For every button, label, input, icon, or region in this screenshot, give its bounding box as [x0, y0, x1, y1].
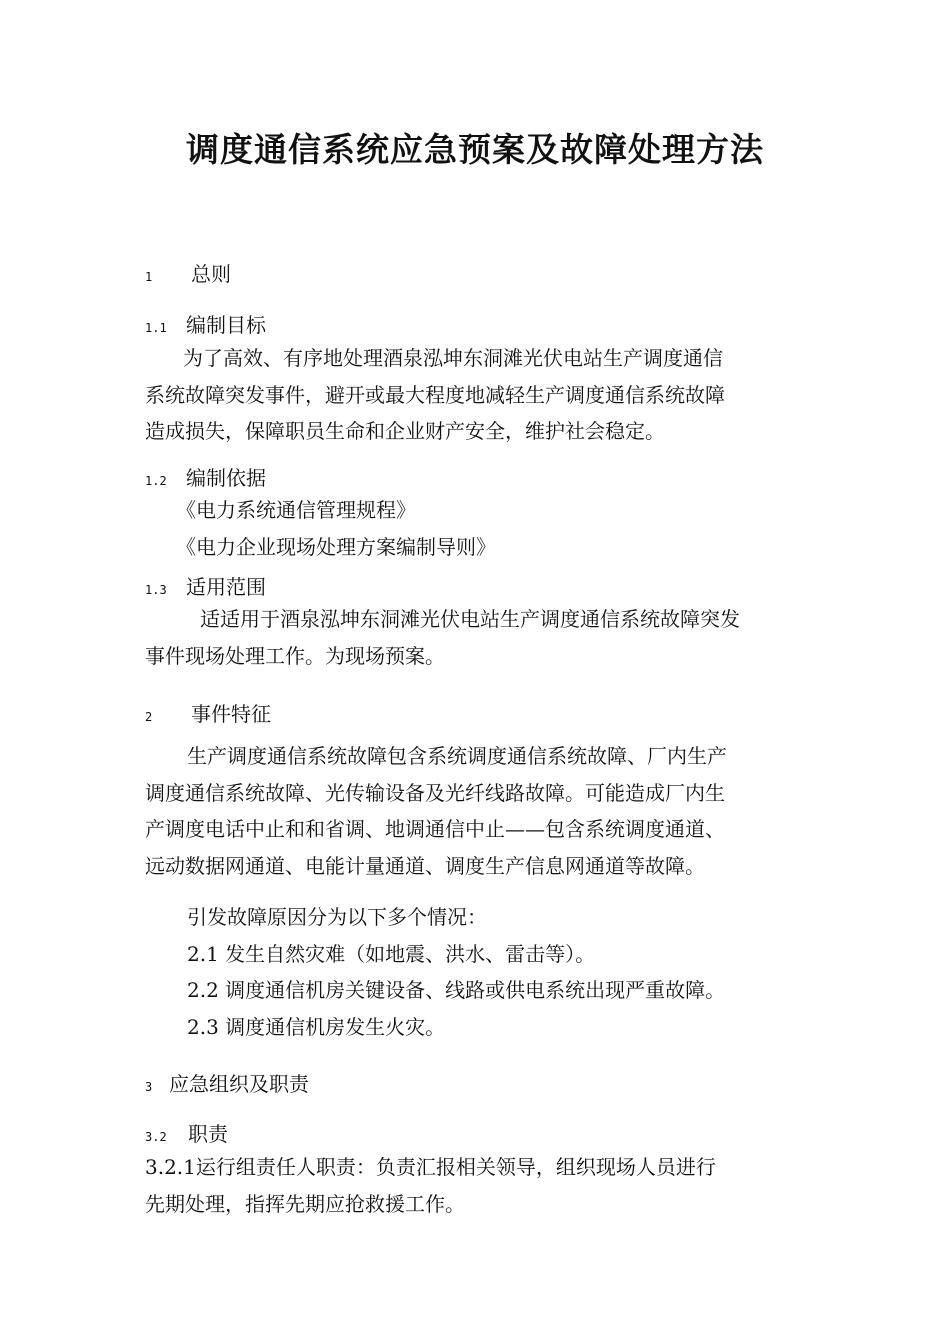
text-line: 3.2.1运行组责任人职责：负责汇报相关领导，组织现场人员进行 — [145, 1155, 716, 1179]
paragraph-duties — [145, 1149, 716, 1222]
section-2-heading — [145, 698, 271, 727]
section-label: 事件特征 — [191, 702, 271, 726]
section-label: 总则 — [191, 262, 231, 286]
section-1-1-heading — [145, 309, 266, 338]
section-3-2-heading — [145, 1118, 228, 1147]
section-1-3-heading — [145, 571, 266, 600]
section-number: 1.2 — [145, 474, 167, 488]
reference-list — [176, 492, 496, 565]
reference-item: 《电力系统通信管理规程》 — [176, 498, 416, 522]
list-item: 2.1 发生自然灾难（如地震、洪水、雷击等）。 — [187, 941, 596, 966]
section-number: 3 — [145, 1080, 153, 1094]
text-line: 系统故障突发事件，避开或最大程度地减轻生产调度通信系统故障 — [145, 382, 725, 407]
cause-list — [187, 899, 725, 1045]
text-line: 远动数据网通道、电能计量通道、调度生产信息网通道等故障。 — [145, 853, 705, 878]
text-line: 事件现场处理工作。为现场预案。 — [145, 643, 445, 668]
section-1-2-heading — [145, 462, 266, 491]
text-line: 适适用于酒泉泓坤东洞滩光伏电站生产调度通信系统故障突发 — [200, 607, 740, 631]
list-item: 2.2 调度通信机房关键设备、线路或供电系统出现严重故障。 — [187, 978, 726, 1002]
text-line: 生产调度通信系统故障包含系统调度通信系统故障、厂内生产 — [187, 744, 727, 768]
text-line: 为了高效、有序地处理酒泉泓坤东洞滩光伏电站生产调度通信 — [183, 346, 723, 370]
section-number: 3.2 — [145, 1130, 167, 1144]
text-line: 产调度电话中止和和省调、地调通信中止——包含系统调度通道、 — [145, 817, 725, 841]
section-number: 2 — [145, 710, 153, 724]
section-3-heading — [145, 1068, 309, 1097]
section-number: 1 — [145, 270, 153, 284]
text-line: 调度通信系统故障、光传输设备及光纤线路故障。可能造成厂内生 — [145, 780, 725, 805]
text-line: 造成损失，保障职员生命和企业财产安全，维护社会稳定。 — [145, 419, 665, 443]
section-1-heading — [145, 258, 231, 287]
paragraph-scope — [145, 601, 740, 674]
document-title: 调度通信系统应急预案及故障处理方法 — [186, 130, 764, 169]
text-line: 引发故障原因分为以下多个情况： — [187, 905, 487, 929]
section-label: 编制目标 — [186, 313, 266, 337]
text-line: 先期处理，指挥先期应抢救援工作。 — [145, 1191, 465, 1216]
section-label: 编制依据 — [186, 466, 266, 490]
list-item: 2.3 调度通信机房发生火灾。 — [187, 1014, 446, 1039]
section-label: 适用范围 — [186, 575, 266, 599]
section-label: 应急组织及职责 — [169, 1072, 309, 1096]
section-number: 1.1 — [145, 321, 167, 335]
paragraph-event-features — [145, 738, 727, 884]
paragraph-objective — [145, 340, 725, 450]
section-number: 1.3 — [145, 583, 167, 597]
reference-item: 《电力企业现场处理方案编制导则》 — [176, 534, 496, 559]
section-label: 职责 — [188, 1122, 228, 1146]
